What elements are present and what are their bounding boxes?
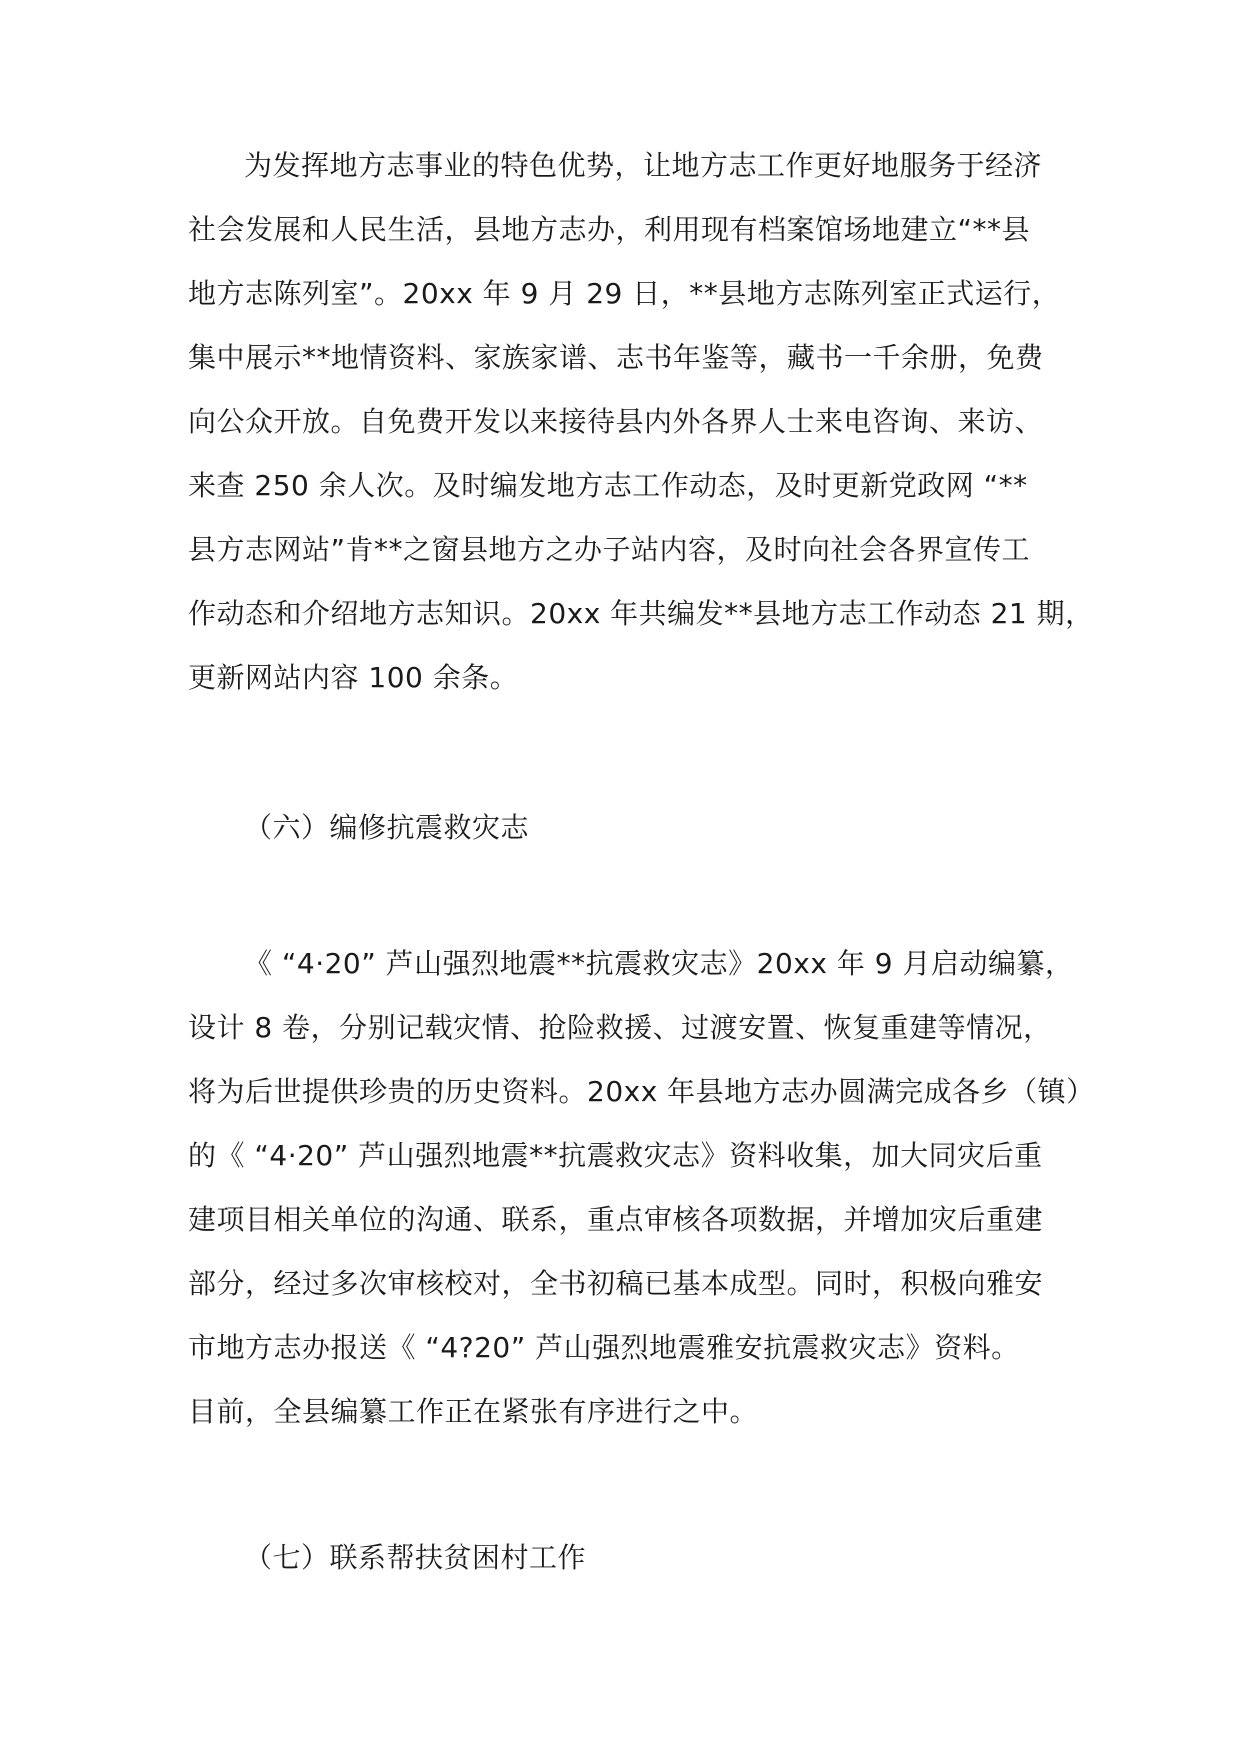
- paragraph-line: 更新网站内容 100 余条。: [188, 661, 519, 694]
- paragraph-line: 设计 8 卷，分别记载灾情、抢险救援、过渡安置、恢复重建等情况，: [188, 1011, 1052, 1044]
- paragraph-line: 市地方志办报送《 “4?20” 芦山强烈地震雅安抗震救灾志》资料。: [188, 1331, 1020, 1364]
- paragraph-line: 部分，经过多次审核校对，全书初稿已基本成型。同时，积极向雅安: [188, 1267, 1044, 1300]
- section-heading-7: （七）联系帮扶贫困村工作: [244, 1541, 587, 1574]
- paragraph-line: 地方志陈列室”。20xx 年 9 月 29 日，**县地方志陈列室正式运行，: [188, 277, 1061, 310]
- paragraph-line: 社会发展和人民生活，县地方志办，利用现有档案馆场地建立“**县: [188, 213, 1031, 246]
- paragraph-line: 的《 “4·20” 芦山强烈地震**抗震救灾志》资料收集，加大同灾后重: [188, 1139, 1043, 1172]
- paragraph-line: 县方志网站”肯**之窗县地方之办子站内容，及时向社会各界宣传工: [188, 533, 1031, 566]
- paragraph-exhibition-room: [188, 134, 1094, 710]
- paragraph-line: 向公众开放。自免费开发以来接待县内外各界人士来电咨询、来访、: [188, 405, 1044, 438]
- paragraph-line: 将为后世提供珍贵的历史资料。20xx 年县地方志办圆满完成各乡（镇）: [188, 1075, 1095, 1108]
- paragraph-line: 作动态和介绍地方志知识。20xx 年共编发**县地方志工作动态 21 期，: [188, 597, 1094, 630]
- paragraph-line: 集中展示**地情资料、家族家谱、志书年鉴等，藏书一千余册，免费: [188, 341, 1044, 374]
- paragraph-line: 目前，全县编纂工作正在紧张有序进行之中。: [188, 1395, 759, 1428]
- section-heading-6: （六）编修抗震救灾志: [244, 811, 530, 844]
- paragraph-earthquake-chronicle: [188, 932, 1095, 1444]
- paragraph-line: 来查 250 余人次。及时编发地方志工作动态，及时更新党政网 “**: [188, 469, 1028, 502]
- paragraph-line: 建项目相关单位的沟通、联系，重点审核各项数据，并增加灾后重建: [188, 1203, 1044, 1236]
- paragraph-line: 为发挥地方志事业的特色优势，让地方志工作更好地服务于经济: [244, 149, 1043, 182]
- paragraph-line: 《 “4·20” 芦山强烈地震**抗震救灾志》20xx 年 9 月启动编纂，: [244, 947, 1074, 980]
